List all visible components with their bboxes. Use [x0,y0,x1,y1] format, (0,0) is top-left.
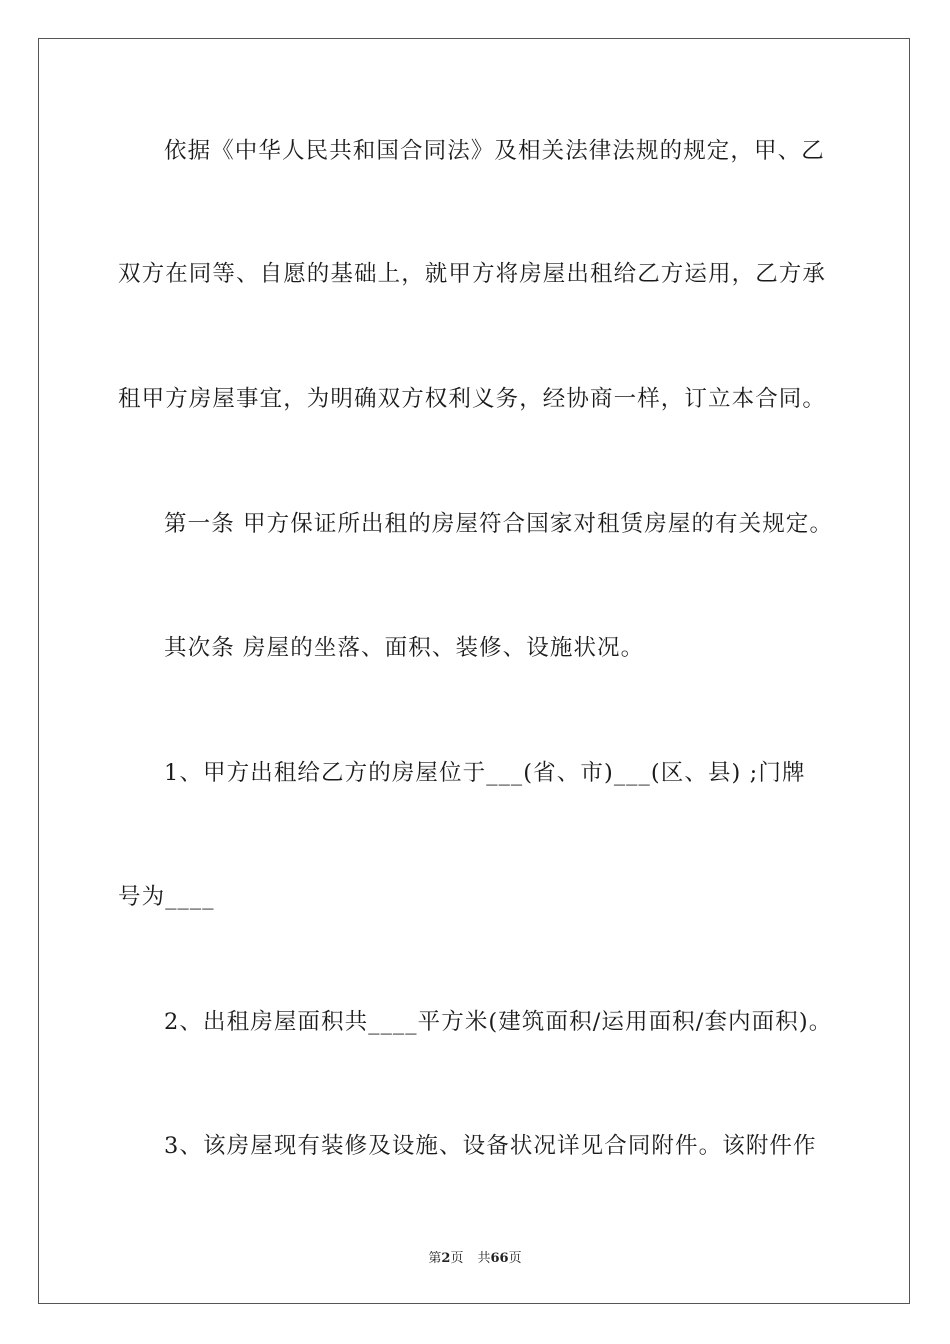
footer-total-prefix: 共 [477,1251,491,1266]
page-border [38,38,910,1304]
paragraph-line-3: 租甲方房屋事宜，为明确双方权利义务，经协商一样，订立本合同。 [118,386,827,412]
article-2-line: 其次条 房屋的坐落、面积、装修、设施状况。 [164,635,645,661]
clause-1-line-1: 1、甲方出租给乙方的房屋位于___(省、市)___(区、县) ;门牌 [164,760,806,786]
article-1-line: 第一条 甲方保证所出租的房屋符合国家对租赁房屋的有关规定。 [164,511,834,537]
footer-page-current: 2 [441,1251,451,1266]
clause-2-line: 2、出租房屋面积共____平方米(建筑面积/运用面积/套内面积)。 [164,1009,833,1035]
clause-1-line-2: 号为____ [118,884,215,910]
footer-page-total: 66 [490,1251,509,1266]
paragraph-line-2: 双方在同等、自愿的基础上，就甲方将房屋出租给乙方运用，乙方承 [118,261,827,287]
footer-page-prefix: 第 [428,1251,442,1266]
page-footer [0,1247,950,1266]
footer-total-suffix: 页 [508,1251,522,1266]
clause-3-line: 3、该房屋现有装修及设施、设备状况详见合同附件。该附件作 [164,1133,817,1159]
paragraph-line-1: 依据《中华人民共和国合同法》及相关法律法规的规定，甲、乙 [164,138,825,164]
footer-page-mid: 页 [450,1251,464,1266]
